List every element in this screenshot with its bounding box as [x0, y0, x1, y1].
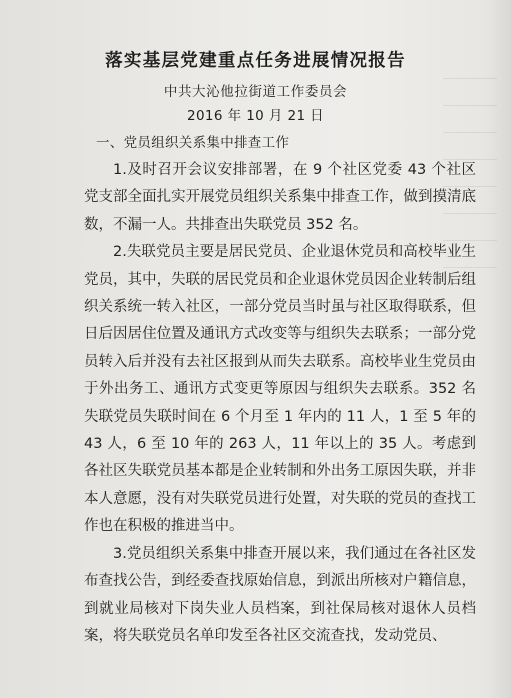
paragraph-3: 3.党员组织关系集中排查开展以来，我们通过在各社区发布查找公告，到经委查找原始信息，到派出所核对户籍信息，到就业局核对下岗失业人员档案，到社保局核对退休人员档案，将失联党员名单印发至各社区交流查找，发动党员、: [84, 545, 476, 644]
issuing-organization: 中共大沁他拉街道工作委员会: [163, 84, 348, 100]
section-heading: 一、党员组织关系集中排查工作: [96, 135, 290, 151]
paragraph-2: 2.失联党员主要是居民党员、企业退休党员和高校毕业生党员，其中，失联的居民党员和企业退休党员因企业转制后组织关系统一转入社区，一部分党员当时虽与社区取得联系，但日后因居住位置及通讯方式改变等与组织失去联系；一部分党员转入后并没有去社区报到从而失去联系。高校毕业生党员由于外出务工、通讯方式变更等原因与组织失去联系。352 名失联党员失联时间在 6 个月至 1 年内的 11 人，1 至 5 年的 43 人，6 至 10 年的 263 人，11 年以上的 35 人。考虑到各社区失联党员基本都是企业转制和外出务工原因失联，并非本人意愿，没有对失联党员进行处置，对失联的党员的查找工作也在积极的推进当中。: [84, 244, 476, 535]
report-body: [84, 157, 476, 650]
report-title: 落实基层党建重点任务进展情况报告: [105, 51, 406, 71]
paragraph-1: 1.及时召开会议安排部署，在 9 个社区党委 43 个社区党支部全面扎实开展党员组织关系集中排查工作，做到摸清底数，不漏一人。共排查出失联党员 352 名。: [84, 162, 476, 233]
report-date: 2016 年 10 月 21 日: [186, 108, 325, 124]
